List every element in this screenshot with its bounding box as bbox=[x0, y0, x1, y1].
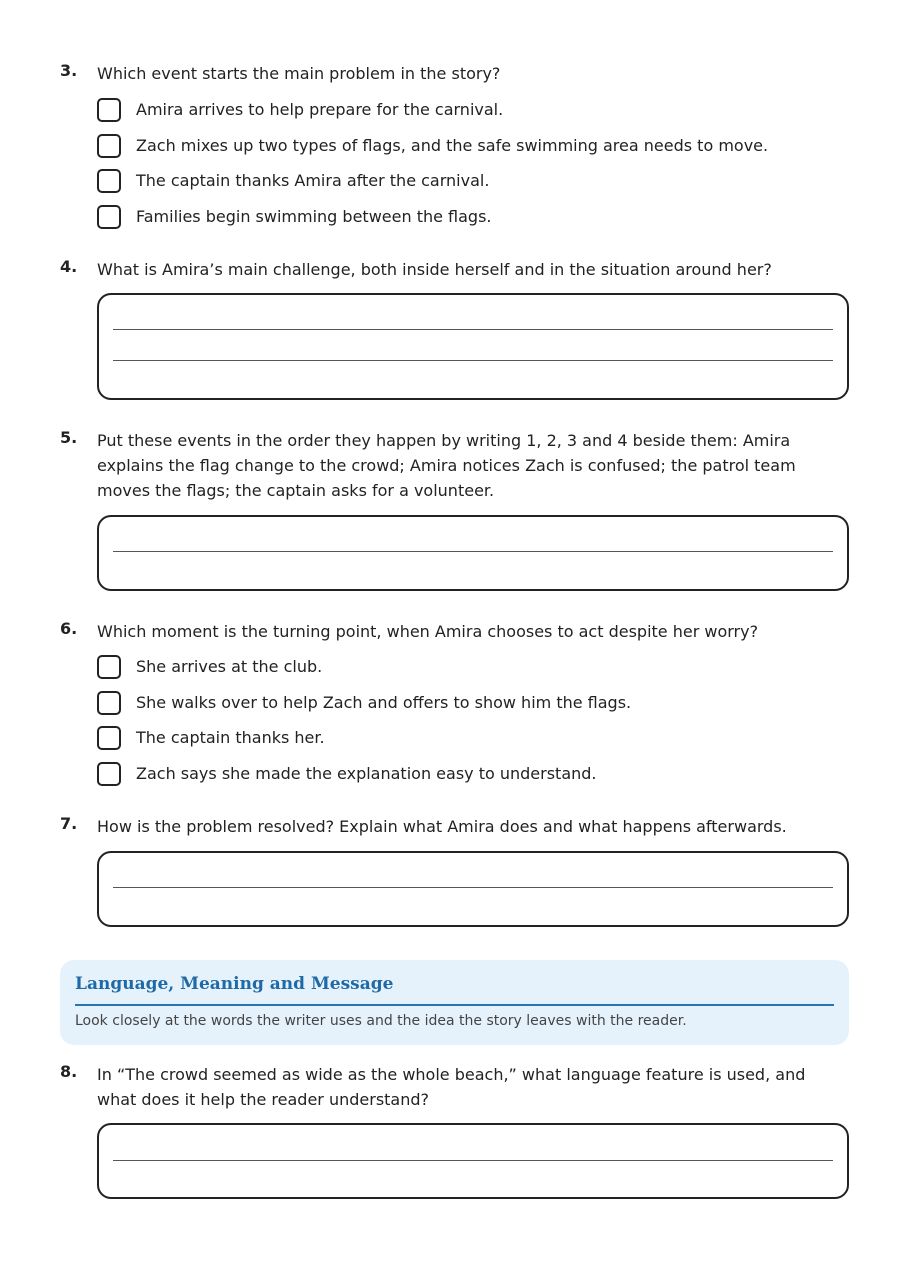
question-number: 4. bbox=[60, 257, 78, 276]
checkbox[interactable] bbox=[97, 134, 121, 158]
answer-box-4[interactable] bbox=[97, 293, 849, 400]
question-text: What is Amira’s main challenge, both inside herself and in the situation around her? bbox=[97, 260, 772, 279]
option-label: She walks over to help Zach and offers to show him the flags. bbox=[136, 693, 632, 712]
answer-box-7[interactable] bbox=[97, 851, 849, 927]
checkbox[interactable] bbox=[97, 726, 121, 750]
option-label: She arrives at the club. bbox=[136, 657, 323, 676]
option-label: Zach mixes up two types of flags, and the safe swimming area needs to move. bbox=[136, 136, 769, 155]
question-text: In “The crowd seemed as wide as the whole beach,” what language feature is used, and what does it help the reader understand? bbox=[97, 1065, 806, 1109]
question-text: Which moment is the turning point, when Amira chooses to act despite her worry? bbox=[97, 622, 759, 641]
question-number: 3. bbox=[60, 61, 78, 80]
checkbox[interactable] bbox=[97, 205, 121, 229]
question-number: 7. bbox=[60, 814, 78, 833]
checkbox[interactable] bbox=[97, 762, 121, 786]
answer-line bbox=[113, 360, 833, 361]
checkbox[interactable] bbox=[97, 691, 121, 715]
question-number: 6. bbox=[60, 619, 78, 638]
section-divider bbox=[75, 1004, 834, 1006]
answer-line bbox=[113, 329, 833, 330]
option-label: Families begin swimming between the flags. bbox=[136, 207, 492, 226]
answer-line bbox=[113, 551, 833, 552]
answer-line bbox=[113, 1160, 833, 1161]
option-label: Zach says she made the explanation easy to understand. bbox=[136, 764, 597, 783]
question-number: 5. bbox=[60, 428, 78, 447]
option-label: Amira arrives to help prepare for the carnival. bbox=[136, 100, 504, 119]
answer-box-5[interactable] bbox=[97, 515, 849, 591]
question-text: Put these events in the order they happen by writing 1, 2, 3 and 4 beside them: Amira explains the flag change to the crowd; Amira notices Zach is confused; the patrol team moves the flags; the captain asks for a volunteer. bbox=[97, 431, 796, 500]
checkbox[interactable] bbox=[97, 98, 121, 122]
answer-line bbox=[113, 887, 833, 888]
question-number: 8. bbox=[60, 1062, 78, 1081]
checkbox[interactable] bbox=[97, 169, 121, 193]
option-label: The captain thanks her. bbox=[136, 728, 325, 747]
option-label: The captain thanks Amira after the carnival. bbox=[136, 171, 490, 190]
question-text: Which event starts the main problem in the story? bbox=[97, 64, 501, 83]
section-title: Language, Meaning and Message bbox=[75, 974, 394, 994]
section-subtitle: Look closely at the words the writer uses and the idea the story leaves with the reader. bbox=[75, 1013, 687, 1029]
question-text: How is the problem resolved? Explain what Amira does and what happens afterwards. bbox=[97, 817, 787, 836]
section-banner bbox=[60, 960, 849, 1045]
answer-box-8[interactable] bbox=[97, 1123, 849, 1199]
checkbox[interactable] bbox=[97, 655, 121, 679]
